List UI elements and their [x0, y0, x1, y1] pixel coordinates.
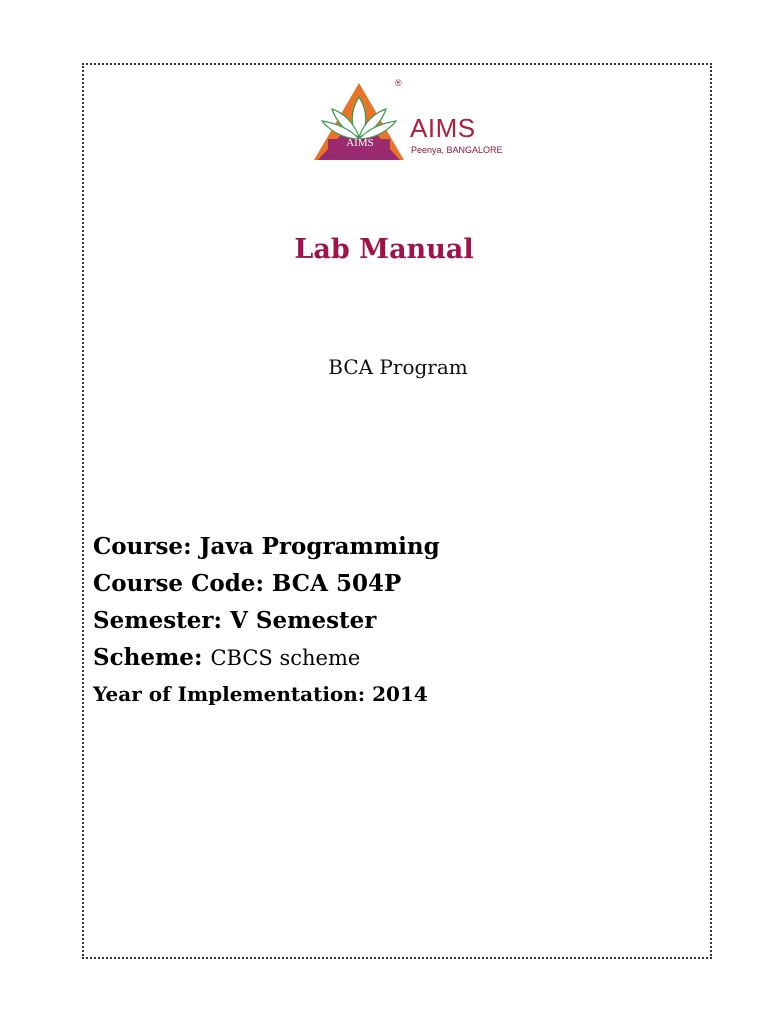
scheme-line — [93, 639, 440, 676]
course-details — [93, 528, 440, 713]
document-subtitle: BCA Program — [328, 355, 468, 379]
scheme-value: CBCS scheme — [210, 646, 361, 670]
logo-tagline: EMPOWERING MINDS — [320, 155, 396, 161]
logo-wordmark: AIMS — [410, 113, 476, 143]
logo-location: Peenya, BANGALORE — [411, 145, 503, 155]
registered-mark: ® — [395, 78, 402, 88]
scheme-label: Scheme: — [93, 644, 203, 671]
document-title: Lab Manual — [294, 234, 474, 265]
page-border — [82, 63, 712, 959]
course-code-line: Course Code: BCA 504P — [93, 570, 402, 597]
year-line: Year of Implementation: 2014 — [93, 682, 428, 706]
semester-line: Semester: V Semester — [93, 607, 377, 634]
logo-badge-text: AIMS — [346, 137, 374, 149]
course-line: Course: Java Programming — [93, 533, 440, 560]
